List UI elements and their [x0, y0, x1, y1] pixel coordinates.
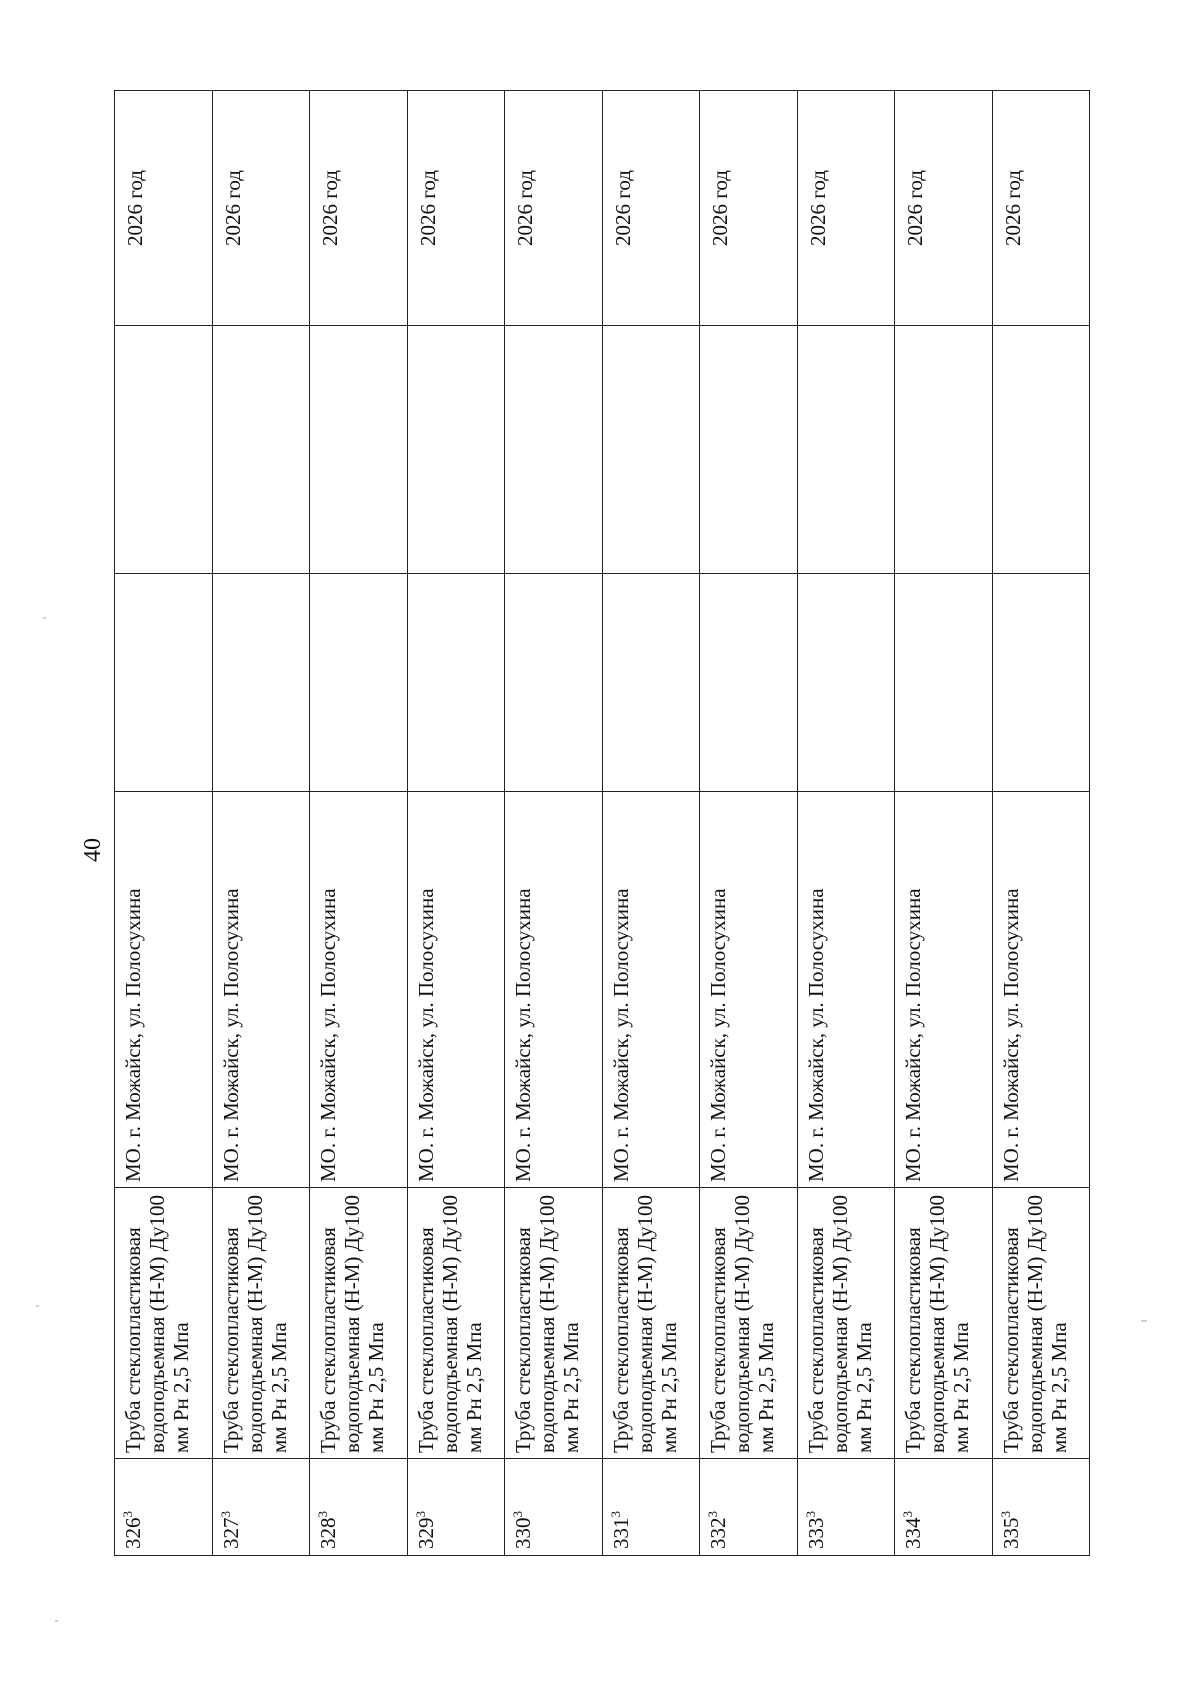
empty-cell-4: [992, 574, 1090, 792]
year-cell: 2026 год: [602, 91, 700, 326]
item-name-cell: Труба стеклопластиковая водоподъемная (Н-М) Ду100 мм Рн 2,5 Мпа: [115, 1188, 213, 1459]
row-number-cell: [310, 1459, 408, 1556]
row-number-superscript: 3: [510, 1511, 525, 1518]
address-cell: МО. г. Можайск, ул. Полосухина: [115, 792, 213, 1188]
row-number: 335: [998, 1517, 1023, 1549]
empty-cell-4: [895, 574, 993, 792]
items-table: [114, 90, 1090, 1556]
table-row: [505, 91, 603, 1556]
scan-speck: [43, 617, 46, 619]
empty-cell-5: [505, 326, 603, 574]
empty-cell-5: [797, 326, 895, 574]
row-number-superscript: 3: [217, 1511, 233, 1518]
item-name-cell: Труба стеклопластиковая водоподъемная (Н-М) Ду100 мм Рн 2,5 Мпа: [505, 1188, 603, 1459]
year-cell: 2026 год: [895, 91, 993, 326]
empty-cell-4: [407, 574, 505, 792]
row-number-superscript: 3: [900, 1511, 915, 1518]
row-number-cell: [797, 1459, 895, 1556]
empty-cell-4: [310, 574, 408, 792]
address-cell: МО. г. Можайск, ул. Полосухина: [895, 792, 993, 1188]
scan-speck: [55, 1620, 58, 1622]
table-row: [992, 91, 1090, 1556]
empty-cell-5: [407, 326, 505, 574]
year-cell: 2026 год: [212, 91, 310, 326]
row-number-superscript: 3: [802, 1511, 818, 1518]
year-cell: 2026 год: [700, 91, 798, 326]
row-number-cell: [602, 1459, 700, 1556]
year-cell: 2026 год: [505, 91, 603, 326]
empty-cell-4: [797, 574, 895, 792]
rotated-table-wrapper: [114, 91, 1090, 1556]
year-cell: 2026 год: [797, 91, 895, 326]
empty-cell-4: [602, 574, 700, 792]
year-cell: 2026 год: [310, 91, 408, 326]
row-number: 329: [413, 1517, 438, 1549]
row-number: 334: [901, 1517, 925, 1549]
year-cell: 2026 год: [407, 91, 505, 326]
row-number-superscript: 3: [607, 1511, 623, 1518]
empty-cell-4: [212, 574, 310, 792]
scan-speck: [36, 1305, 39, 1307]
row-number: 328: [316, 1517, 340, 1549]
address-cell: МО. г. Можайск, ул. Полосухина: [407, 792, 505, 1188]
item-name-cell: Труба стеклопластиковая водоподъемная (Н-М) Ду100 мм Рн 2,5 Мпа: [797, 1188, 895, 1459]
empty-cell-4: [505, 574, 603, 792]
address-cell: МО. г. Можайск, ул. Полосухина: [700, 792, 798, 1188]
row-number-cell: [212, 1459, 310, 1556]
row-number-superscript: 3: [997, 1511, 1013, 1518]
address-cell: МО. г. Можайск, ул. Полосухина: [602, 792, 700, 1188]
table-row: [310, 91, 408, 1556]
year-cell: 2026 год: [992, 91, 1090, 326]
row-number-superscript: 3: [315, 1511, 330, 1518]
row-number: 331: [608, 1517, 633, 1549]
scan-speck: [1141, 1320, 1147, 1322]
empty-cell-5: [310, 326, 408, 574]
empty-cell-5: [115, 326, 213, 574]
table-body: [115, 91, 1090, 1556]
address-cell: МО. г. Можайск, ул. Полосухина: [310, 792, 408, 1188]
empty-cell-4: [700, 574, 798, 792]
row-number-superscript: 3: [412, 1511, 428, 1518]
empty-cell-5: [602, 326, 700, 574]
address-cell: МО. г. Можайск, ул. Полосухина: [212, 792, 310, 1188]
row-number-superscript: 3: [120, 1511, 135, 1518]
row-number-cell: [700, 1459, 798, 1556]
row-number-cell: [505, 1459, 603, 1556]
empty-cell-5: [212, 326, 310, 574]
table-row: [115, 91, 213, 1556]
row-number: 330: [511, 1517, 535, 1549]
item-name-cell: Труба стеклопластиковая водоподъемная (Н-М) Ду100 мм Рн 2,5 Мпа: [310, 1188, 408, 1459]
page-number: 40: [80, 838, 106, 862]
row-number-cell: [992, 1459, 1090, 1556]
table-row: [797, 91, 895, 1556]
table-row: [212, 91, 310, 1556]
address-cell: МО. г. Можайск, ул. Полосухина: [797, 792, 895, 1188]
address-cell: МО. г. Можайск, ул. Полосухина: [992, 792, 1090, 1188]
row-number: 333: [803, 1517, 828, 1549]
table-row: [407, 91, 505, 1556]
row-number-cell: [895, 1459, 993, 1556]
item-name-cell: Труба стеклопластиковая водоподъемная (Н-М) Ду100 мм Рн 2,5 Мпа: [602, 1188, 700, 1459]
row-number: 326: [121, 1517, 145, 1549]
row-number: 332: [706, 1517, 730, 1549]
item-name-cell: Труба стеклопластиковая водоподъемная (Н-М) Ду100 мм Рн 2,5 Мпа: [700, 1188, 798, 1459]
address-cell: МО. г. Можайск, ул. Полосухина: [505, 792, 603, 1188]
empty-cell-5: [700, 326, 798, 574]
table-row: [602, 91, 700, 1556]
year-cell: 2026 год: [115, 91, 213, 326]
table-row: [895, 91, 993, 1556]
row-number-cell: [115, 1459, 213, 1556]
row-number-cell: [407, 1459, 505, 1556]
table-row: [700, 91, 798, 1556]
row-number-superscript: 3: [705, 1511, 720, 1518]
empty-cell-4: [115, 574, 213, 792]
item-name-cell: Труба стеклопластиковая водоподъемная (Н-М) Ду100 мм Рн 2,5 Мпа: [992, 1188, 1090, 1459]
item-name-cell: Труба стеклопластиковая водоподъемная (Н-М) Ду100 мм Рн 2,5 Мпа: [895, 1188, 993, 1459]
item-name-cell: Труба стеклопластиковая водоподъемная (Н-М) Ду100 мм Рн 2,5 Мпа: [407, 1188, 505, 1459]
row-number: 327: [218, 1517, 243, 1549]
item-name-cell: Труба стеклопластиковая водоподъемная (Н-М) Ду100 мм Рн 2,5 Мпа: [212, 1188, 310, 1459]
empty-cell-5: [895, 326, 993, 574]
empty-cell-5: [992, 326, 1090, 574]
